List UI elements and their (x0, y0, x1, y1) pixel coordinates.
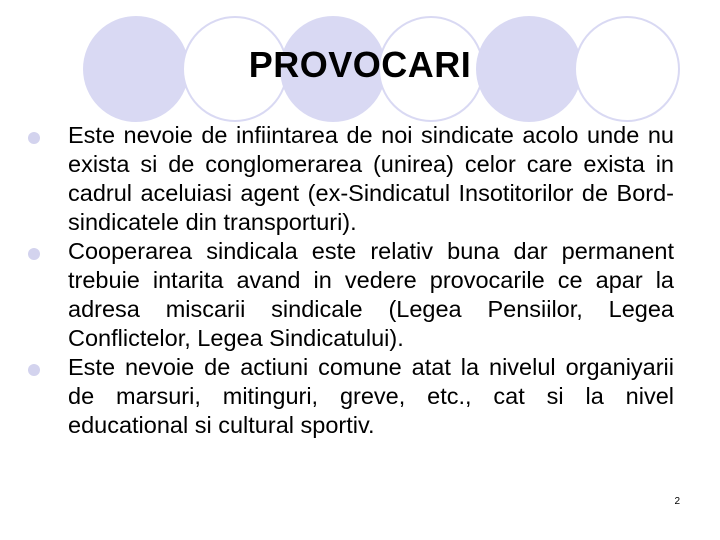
bullet-dot-icon (28, 248, 40, 260)
bullet-item (28, 237, 674, 353)
bullet-item (28, 121, 674, 237)
bullet-text: Este nevoie de actiuni comune atat la nivelul organiyarii de marsuri, mitinguri, greve, etc., cat si la nivel educational si cultural sportiv. (68, 354, 674, 438)
bullet-dot-icon (28, 132, 40, 144)
slide-title: PROVOCARI (248, 44, 472, 85)
page-number: 2 (674, 496, 680, 507)
bullet-text: Este nevoie de infiintarea de noi sindicate acolo unde nu exista si de conglomerarea (unirea) celor care exista in cadrul aceluiasi agent (ex-Sindicatul Insotitorilor de Bord-sindicatele din transporturi). (68, 122, 674, 235)
bullet-text: Cooperarea sindicala este relativ buna dar permanent trebuie intarita avand in vedere provocarile ce apar la adresa miscarii sindicale (Legea Pensiilor, Legea Conflictelor, Legea Sindicatului). (68, 238, 674, 351)
bullet-list (28, 121, 674, 440)
bullet-item (28, 353, 674, 440)
bullet-dot-icon (28, 364, 40, 376)
